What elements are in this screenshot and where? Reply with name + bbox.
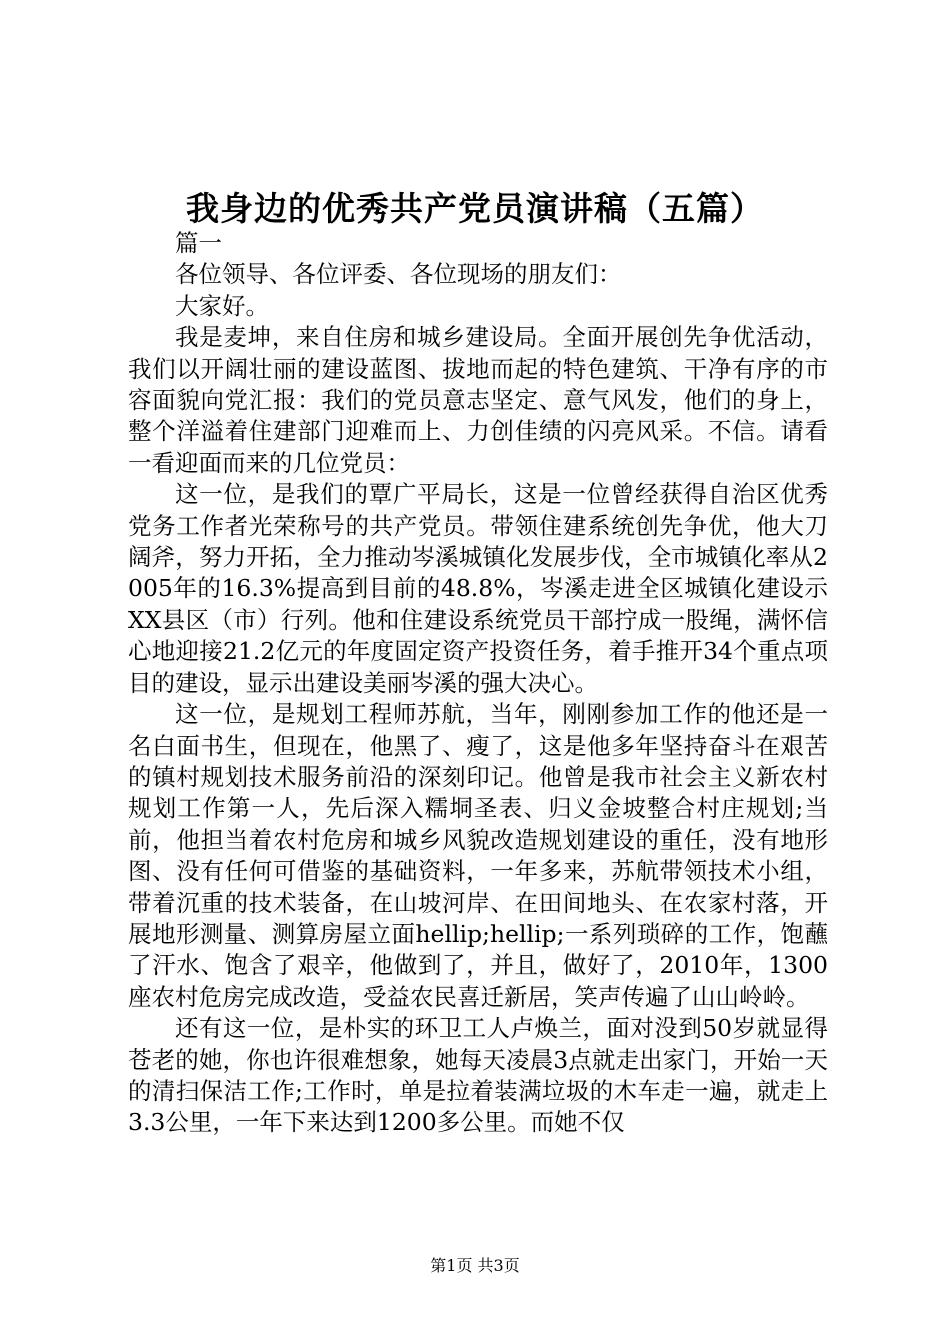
body-paragraph: 我是麦坤，来自住房和城乡建设局。全面开展创先争优活动，我们以开阔壮丽的建设蓝图、拔地而起的特色建筑、干净有序的市容面貌向党汇报：我们的党员意志坚定、意气风发，他们的身上，整个洋溢着住建部门迎难而上、力创佳绩的闪亮风采。不信。请看一看迎面而来的几位党员：	[128, 323, 828, 477]
document-body	[128, 228, 828, 1139]
body-paragraph: 这一位，是规划工程师苏航，当年，刚刚参加工作的他还是一名白面书生，但现在，他黑了、瘦了，这是他多年坚持奋斗在艰苦的镇村规划技术服务前沿的深刻印记。他曾是我市社会主义新农村规划工作第一人，先后深入糯垌圣表、归义金坡整合村庄规划;当前，他担当着农村危房和城乡风貌改造规划建设的重任，没有地形图、没有任何可借鉴的基础资料，一年多来，苏航带领技术小组，带着沉重的技术装备，在山坡河岸、在田间地头、在农家村落，开展地形测量、测算房屋立面hellip;hellip;一系列琐碎的工作，饱蘸了汗水、饱含了艰辛，他做到了，并且，做好了，2010年，1300座农村危房完成改造，受益农民喜迁新居，笑声传遍了山山岭岭。	[128, 700, 828, 1011]
body-paragraph: 还有这一位，是朴实的环卫工人卢焕兰，面对没到50岁就显得苍老的她，你也许很难想象，她每天凌晨3点就走出家门，开始一天的清扫保洁工作;工作时，单是拉着装满垃圾的木车走一遍，就走上3.3公里，一年下来达到1200多公里。而她不仅	[128, 1014, 828, 1137]
salutation: 各位领导、各位评委、各位现场的朋友们：	[175, 260, 622, 289]
document-title: 我身边的优秀共产党员演讲稿（五篇）	[186, 189, 764, 228]
greeting: 大家好。	[175, 291, 269, 320]
body-paragraph: 这一位，是我们的覃广平局长，这是一位曾经获得自治区优秀党务工作者光荣称号的共产党员。带领住建系统创先争优，他大刀阔斧，努力开拓，全力推动岑溪城镇化发展步伐，全市城镇化率从2005年的16.3%提高到目前的48.8%，岑溪走进全区城镇化建设示XX县区（市）行列。他和住建设系统党员干部拧成一股绳，满怀信心地迎接21.2亿元的年度固定资产投资任务，着手推开34个重点项目的建设，显示出建设美丽岑溪的强大决心。	[128, 480, 828, 697]
page-footer: 第1页 共3页	[430, 1256, 520, 1275]
section-heading: 篇一	[175, 229, 222, 257]
